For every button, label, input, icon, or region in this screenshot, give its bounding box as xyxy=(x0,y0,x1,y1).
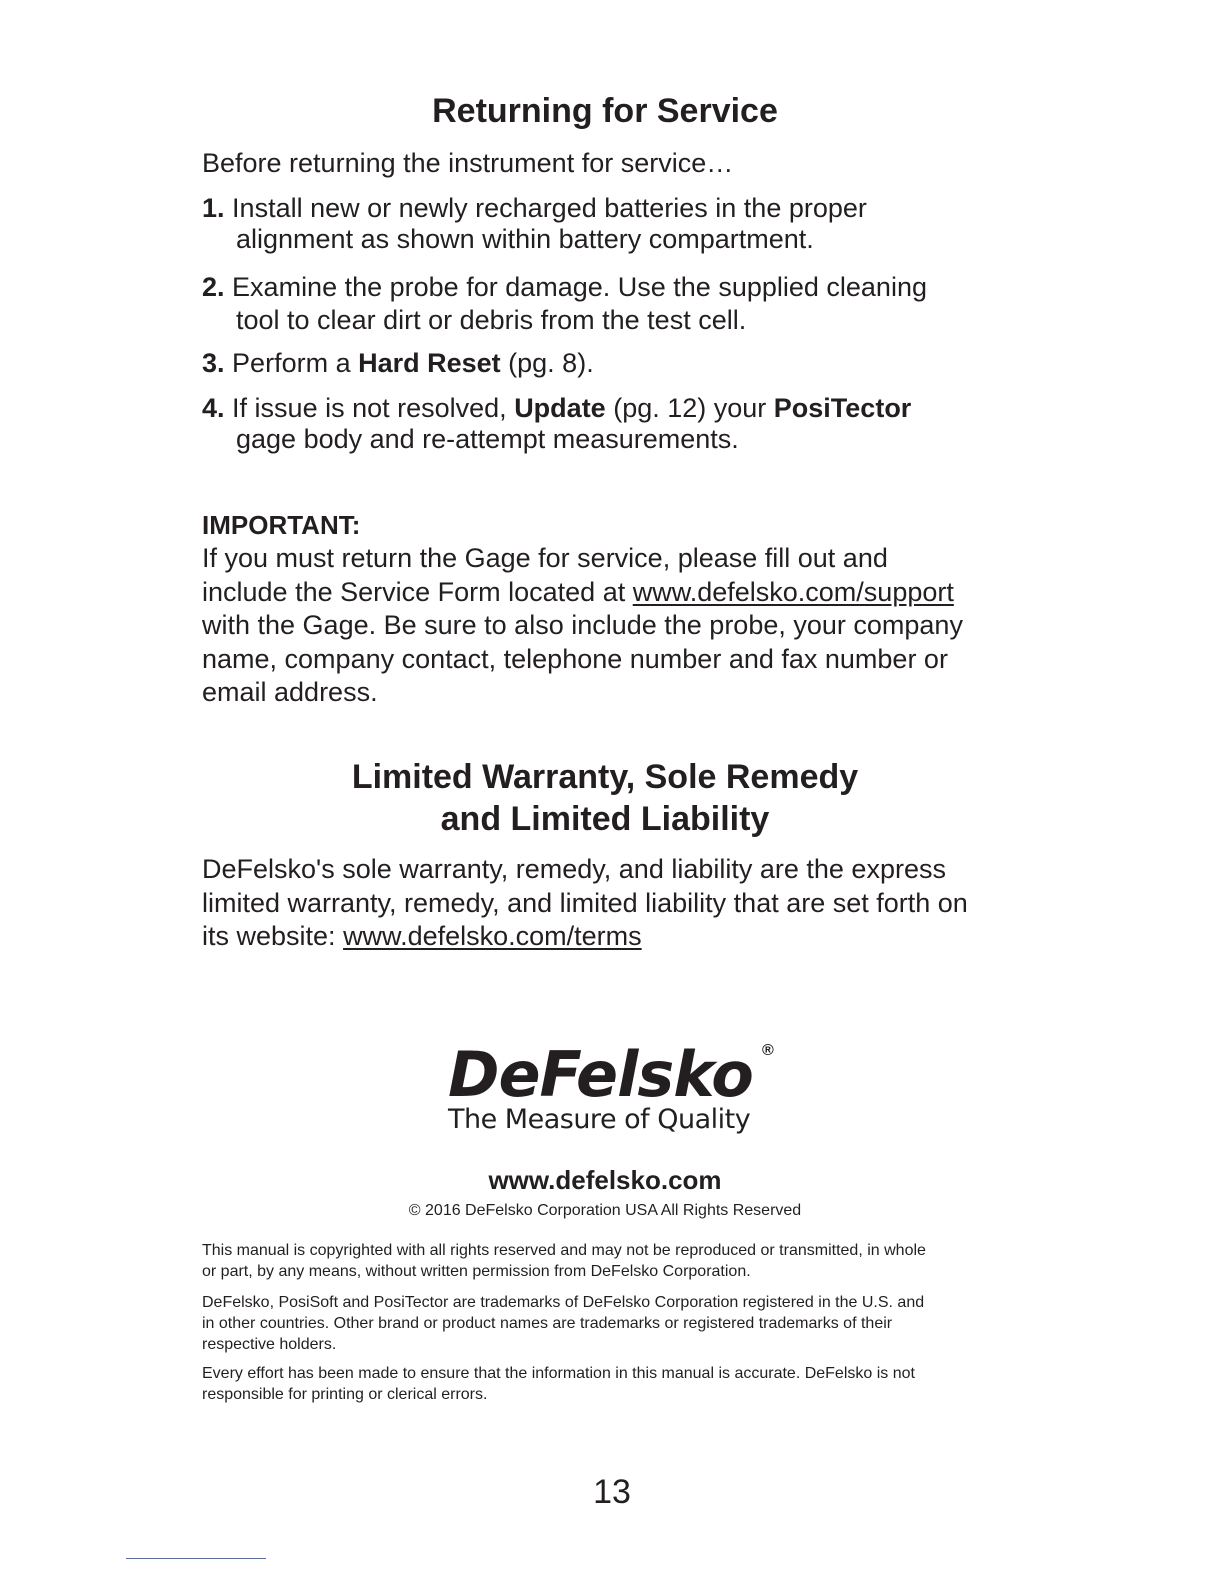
step-4-update: Update xyxy=(514,393,606,423)
warranty-heading-line1: Limited Warranty, Sole Remedy xyxy=(351,758,859,796)
step-1-text-line2: alignment as shown within battery compartment. xyxy=(236,224,814,254)
important-line-2 xyxy=(202,576,1022,610)
trademark-notice-line-1: DeFelsko, PosiSoft and PosiTector are trademarks of DeFelsko Corporation registered in the U.S. and xyxy=(202,1294,925,1311)
trademark-notice-line-2: in other countries. Other brand or product names are trademarks or registered trademarks of their xyxy=(202,1315,893,1332)
step-4-text-mid: (pg. 12) your xyxy=(605,393,774,423)
accuracy-notice-line-1: Every effort has been made to ensure that the information in this manual is accurate. DeFelsko is not xyxy=(202,1365,915,1382)
step-4-number: 4. xyxy=(202,393,225,423)
service-heading: Returning for Service xyxy=(432,92,778,130)
footer-rule xyxy=(126,1558,266,1559)
terms-link[interactable]: www.defelsko.com/terms xyxy=(343,921,642,951)
service-intro: Before returning the instrument for service… xyxy=(202,148,734,178)
trademark-notice xyxy=(202,1292,1022,1355)
step-3-text-post: (pg. 8). xyxy=(500,348,594,378)
important-label: IMPORTANT: xyxy=(202,510,361,540)
support-link[interactable]: www.defelsko.com/support xyxy=(632,576,954,607)
logo-tagline: The Measure of Quality xyxy=(448,1104,751,1135)
step-1-text-line1: Install new or newly recharged batteries in the proper xyxy=(232,193,867,223)
step-1 xyxy=(202,193,1002,255)
important-line-5: email address. xyxy=(202,677,378,707)
step-4 xyxy=(202,393,1002,455)
copyright-notice xyxy=(202,1240,1022,1282)
important-line-2-text: include the Service Form located at xyxy=(202,576,633,607)
defelsko-logo xyxy=(440,1040,785,1140)
website-text: www.defelsko.com xyxy=(488,1165,722,1195)
step-3 xyxy=(202,348,1002,379)
warranty-paragraph xyxy=(202,853,1022,954)
warranty-line-1: DeFelsko's sole warranty, remedy, and liability are the express xyxy=(202,854,946,884)
warranty-line-3 xyxy=(202,920,1022,954)
copyright-notice-line-2: or part, by any means, without written permission from DeFelsko Corporation. xyxy=(202,1263,751,1280)
important-line-3: with the Gage. Be sure to also include the probe, your company xyxy=(202,610,963,640)
step-4-text-line2: gage body and re-attempt measurements. xyxy=(236,424,739,454)
copyright-notice-line-1: This manual is copyrighted with all rights reserved and may not be reproduced or transmitted, in whole xyxy=(202,1242,926,1259)
step-4-text-pre: If issue is not resolved, xyxy=(232,393,515,423)
step-4-positector: PosiTector xyxy=(773,393,912,423)
step-3-number: 3. xyxy=(202,348,225,378)
important-line-1: If you must return the Gage for service, please fill out and xyxy=(202,543,888,573)
accuracy-notice-line-2: responsible for printing or clerical errors. xyxy=(202,1386,488,1403)
important-paragraph xyxy=(202,542,1022,710)
registered-mark: ® xyxy=(762,1042,774,1059)
step-2-number: 2. xyxy=(202,272,225,302)
step-3-text-pre: Perform a xyxy=(232,348,359,378)
warranty-line-3-text: its website: xyxy=(202,921,344,951)
logo-wordmark: DeFelsko xyxy=(448,1038,753,1111)
important-line-4: name, company contact, telephone number and fax number or xyxy=(202,643,948,674)
warranty-heading-line2: and Limited Liability xyxy=(440,800,770,838)
step-2-text-line1: Examine the probe for damage. Use the supplied cleaning xyxy=(232,272,927,302)
step-3-hard-reset: Hard Reset xyxy=(358,348,501,378)
step-2 xyxy=(202,271,1002,337)
step-2-text-line2: tool to clear dirt or debris from the test cell. xyxy=(236,305,747,335)
page-number: 13 xyxy=(593,1473,631,1511)
step-1-number: 1. xyxy=(202,193,225,223)
warranty-line-2: limited warranty, remedy, and limited liability that are set forth on xyxy=(202,887,968,918)
trademark-notice-line-3: respective holders. xyxy=(202,1336,337,1353)
copyright-text: © 2016 DeFelsko Corporation USA All Rights Reserved xyxy=(408,1202,802,1219)
accuracy-notice xyxy=(202,1363,1022,1405)
